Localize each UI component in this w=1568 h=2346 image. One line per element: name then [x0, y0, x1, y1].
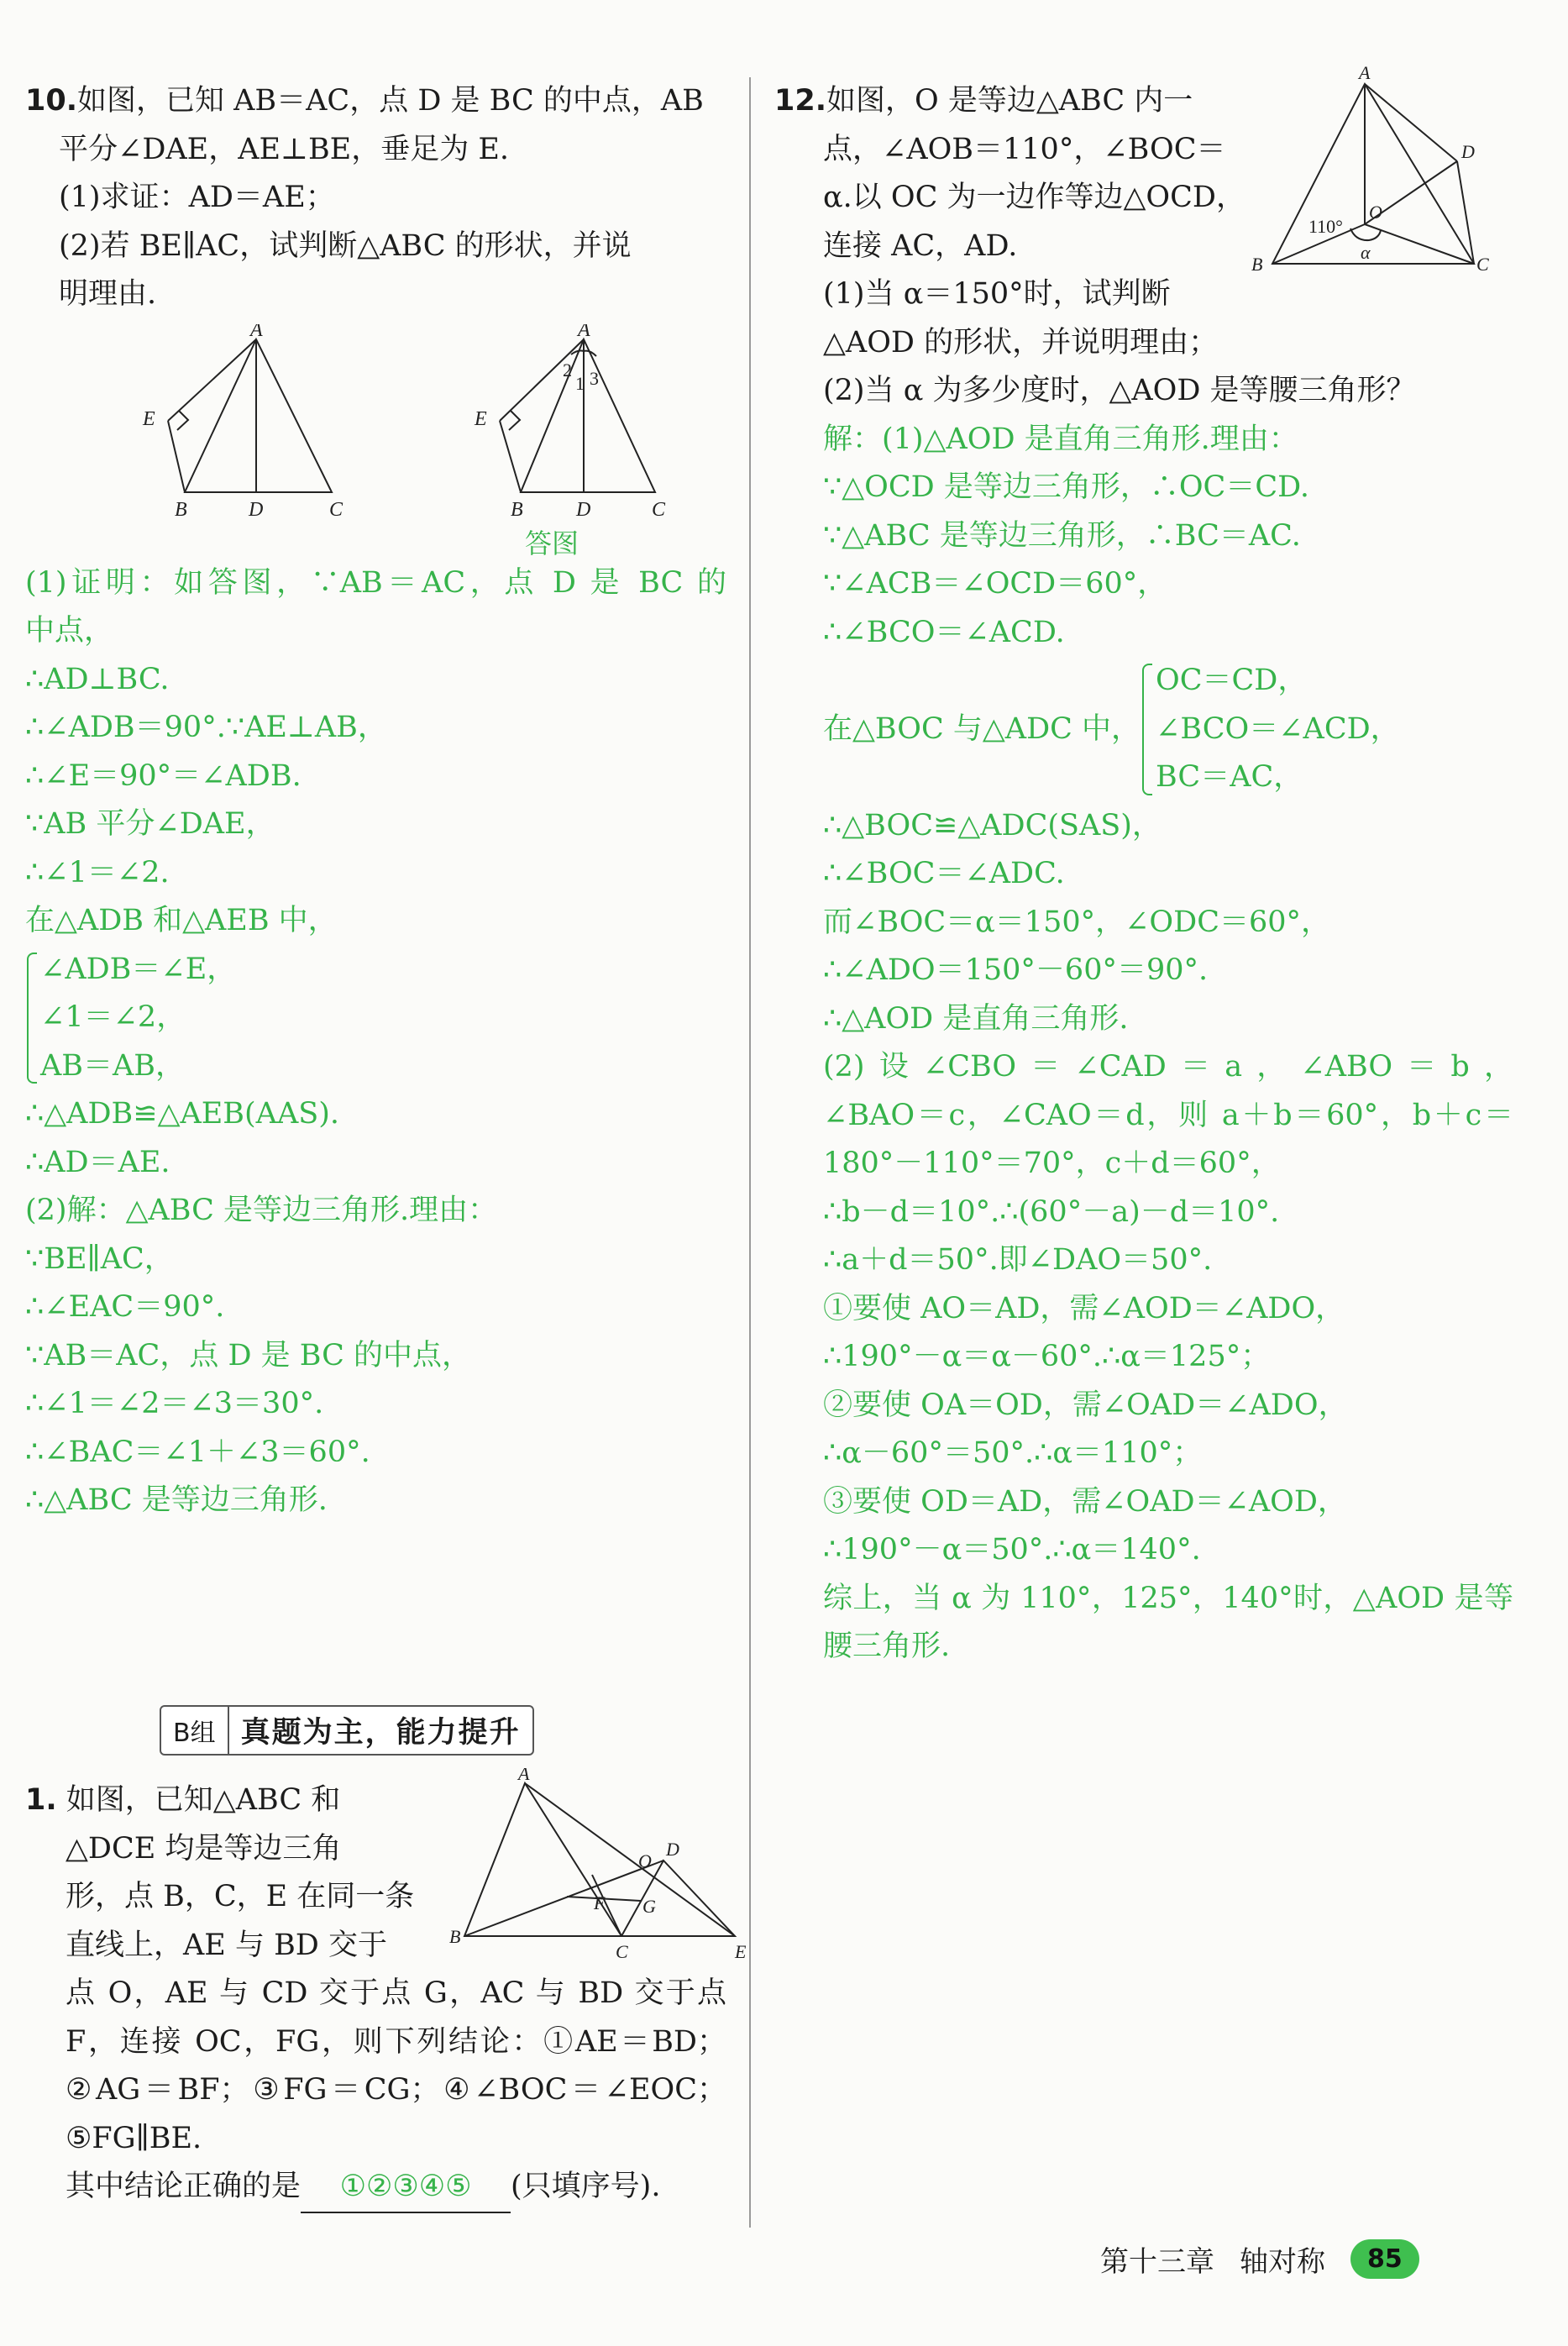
answer-line: ∴AD＝AE. [25, 1145, 170, 1179]
answer-line: ∴△AOD 是直角三角形. [823, 1001, 1129, 1036]
angle-3: 3 [590, 367, 599, 389]
angle-2: 2 [563, 359, 572, 381]
q12-answer [774, 416, 1513, 1672]
question-10 [25, 77, 726, 1525]
answer-line: ∴b－d＝10°.∴(60°－a)－d＝10°. [823, 1194, 1280, 1229]
q12-line-5: △AOD 的形状，并说明理由； [823, 325, 1219, 360]
brace-line: OC＝CD， [1156, 664, 1308, 697]
answer-line: ∵△ABC 是等边三角形，∴BC＝AC. [823, 518, 1301, 553]
answer-line: ∴∠ADO＝150°－60°＝90°. [823, 953, 1209, 987]
q12-line-2: α.以 OC 为一边作等边△OCD， [823, 181, 1245, 214]
answer-line: ∴∠BAC＝∠1＋∠3＝60°. [25, 1435, 370, 1469]
label-A: A [518, 1768, 530, 1784]
answer-line: ∴△ABC 是等边三角形. [25, 1483, 328, 1517]
q12-number: 12. [774, 84, 827, 118]
brace-row [823, 657, 1513, 802]
b1-line-4: 点 O，AE 与 CD 交于点 G，AC 与 BD 交于点 [66, 1976, 726, 2010]
q10-figures [25, 324, 726, 559]
answer-line: ∴∠1＝∠2＝∠3＝30°. [25, 1387, 324, 1420]
q10-number: 10. [25, 84, 78, 118]
b1-answer-blank: ①②③④⑤ [301, 2163, 511, 2213]
b1-line-5: F，连接 OC，FG，则下列结论：①AE＝BD； [66, 2024, 726, 2059]
q10-figure-2 [437, 324, 722, 526]
answer-line: ∵△OCD 是等边三角形，∴OC＝CD. [823, 470, 1310, 504]
q10-line-4: 明理由. [59, 277, 157, 311]
label-D: D [1461, 141, 1475, 162]
q10-figure-1 [109, 324, 395, 526]
brace-line: ∠ADB＝∠E， [40, 952, 237, 986]
answer-line: ∵BE∥AC， [25, 1241, 174, 1276]
q12-line-4: (1)当 α＝150°时，试判断 [823, 277, 1171, 311]
label-D: D [576, 498, 591, 521]
section-tag: B组 [161, 1707, 229, 1754]
answer-line: 腰三角形. [823, 1630, 951, 1663]
brace-line: BC＝AC， [1156, 760, 1303, 794]
figure-caption: 答图 [525, 527, 579, 559]
label-O: O [1369, 202, 1382, 223]
answer-line: ∵AB 平分∠DAE， [25, 807, 275, 841]
answer-line: 解：(1)△AOD 是直角三角形.理由： [823, 422, 1298, 456]
answer-line: (2)设∠CBO＝∠CAD＝a，∠ABO＝b， [823, 1050, 1513, 1084]
answer-line: ∴∠ADB＝90°.∵AE⊥AB， [25, 711, 387, 744]
q10-line-0: 10.如图，已知 AB＝AC，点 D 是 BC 的中点，AB [25, 84, 704, 118]
b1-line-1: △DCE 均是等边三角 [66, 1831, 342, 1866]
label-C: C [329, 498, 343, 521]
answer-line: 综上，当 α 为 110°，125°，140°时，△AOD 是等 [823, 1581, 1513, 1615]
left-column [25, 77, 726, 1525]
answer-line: ∴△ADB≌△AEB(AAS). [25, 1097, 339, 1131]
q12-header [774, 62, 1513, 367]
section-title: 真题为主，能力提升 [240, 1715, 521, 1750]
answer-line: 而∠BOC＝α＝150°，∠ODC＝60°， [823, 905, 1331, 939]
answer-line: ∴∠1＝∠2. [25, 855, 170, 890]
answer-line: ∴190°－α＝α－60°.∴α＝125°； [823, 1340, 1271, 1373]
label-D: D [249, 498, 264, 521]
answer-line: ∴a＋d＝50°.即∠DAO＝50°. [823, 1243, 1213, 1277]
q10-line-2: (1)求证：AD＝AE； [59, 181, 335, 214]
q12-figure [1251, 60, 1503, 279]
answer-line: ∴190°－α＝50°.∴α＝140°. [823, 1533, 1201, 1567]
chapter-title: 轴对称 [1240, 2245, 1325, 2279]
answer-line: ∴∠BOC＝∠ADC. [823, 857, 1065, 890]
angle-110: 110° [1308, 216, 1343, 237]
chapter-label: 第十三章 [1100, 2245, 1214, 2279]
answer-line: ∵∠ACB＝∠OCD＝60°， [823, 567, 1167, 601]
answer-line: ∴∠E＝90°＝∠ADB. [25, 758, 302, 793]
b1-figure [449, 1768, 768, 1970]
label-D: D [666, 1839, 679, 1860]
q12-line-6: (2)当 α 为多少度时，△AOD 是等腰三角形？ [823, 374, 1416, 407]
label-E: E [143, 407, 155, 430]
b1-number: 1. [25, 1783, 57, 1817]
label-C: C [652, 498, 666, 521]
answer-line: 在△ADB 和△AEB 中， [25, 904, 338, 937]
label-E: E [475, 407, 487, 430]
angle-1: 1 [575, 372, 585, 394]
answer-line: 中点， [25, 614, 114, 648]
q10-answer [25, 559, 726, 1525]
brace-prefix: 在△BOC 与△ADC 中， [823, 711, 1141, 746]
label-E: E [735, 1941, 747, 1962]
answer-line: ∴∠BCO＝∠ACD. [823, 615, 1065, 649]
label-A: A [578, 323, 590, 341]
answer-line: ③要使 OD＝AD，需∠OAD＝∠AOD， [823, 1484, 1347, 1519]
label-F: F [594, 1892, 606, 1913]
b1-line-7: ⑤FG∥BE. [66, 2121, 202, 2155]
answer-line: (1)证明：如答图，∵AB＝AC，点 D 是 BC 的 [25, 565, 726, 600]
label-B: B [511, 498, 523, 521]
label-B: B [175, 498, 187, 521]
q10-line-3: (2)若 BE∥AC，试判断△ABC 的形状，并说 [59, 228, 632, 263]
label-C: C [1476, 254, 1489, 275]
label-B: B [1251, 254, 1263, 275]
page-footer [1100, 2238, 1419, 2280]
section-header [160, 1705, 579, 1756]
label-alpha: α [1361, 242, 1371, 263]
brace-system [25, 946, 726, 1091]
answer-line: ①要使 AO＝AD，需∠AOD＝∠ADO， [823, 1291, 1345, 1325]
brace-line: ∠1＝∠2， [40, 1000, 186, 1034]
right-column [774, 62, 1513, 1672]
q12-line-1: 点，∠AOB＝110°，∠BOC＝ [823, 132, 1226, 166]
answer-line: ∵AB＝AC，点 D 是 BC 的中点， [25, 1338, 472, 1372]
question-b1 [25, 1768, 747, 2213]
answer-line: ∠BAO＝c，∠CAO＝d，则 a＋b＝60°，b＋c＝ [823, 1098, 1513, 1132]
label-A: A [1359, 62, 1371, 83]
answer-line: ∴∠EAC＝90°. [25, 1290, 225, 1324]
label-B: B [449, 1926, 461, 1947]
label-C: C [616, 1941, 628, 1962]
answer-line: ②要使 OA＝OD，需∠OAD＝∠ADO， [823, 1388, 1348, 1422]
answer-line: (2)解：△ABC 是等边三角形.理由： [25, 1194, 498, 1227]
b1-line-0: 1. 如图，已知△ABC 和 [25, 1783, 341, 1817]
q12-line-3: 连接 AC，AD. [823, 228, 1018, 263]
section-box [160, 1705, 534, 1756]
brace-system [1141, 657, 1400, 802]
q12-line-0: 12.如图，O 是等边△ABC 内一 [774, 84, 1193, 118]
q10-line-1: 平分∠DAE，AE⊥BE，垂足为 E. [59, 132, 510, 166]
answer-line: ∴α－60°＝50°.∴α＝110°； [823, 1436, 1203, 1470]
answer-line: ∴AD⊥BC. [25, 662, 170, 696]
brace-line: AB＝AB， [40, 1048, 185, 1083]
label-A: A [250, 323, 263, 341]
b1-final-line: 其中结论正确的是 ①②③④⑤ (只填序号). [25, 2163, 726, 2213]
answer-line: ∴△BOC≌△ADC(SAS)， [823, 808, 1162, 842]
label-G: G [642, 1896, 656, 1917]
b1-line-6: ②AG＝BF；③FG＝CG；④∠BOC＝∠EOC； [66, 2073, 726, 2107]
b1-line-3: 直线上，AE 与 BD 交于 [66, 1928, 387, 1962]
label-O: O [638, 1850, 652, 1871]
brace-line: ∠BCO＝∠ACD， [1156, 711, 1400, 746]
page-number: 85 [1350, 2239, 1419, 2279]
b1-line-2: 形，点 B，C，E 在同一条 [66, 1880, 415, 1913]
answer-line: 180°－110°＝70°，c＋d＝60°， [823, 1147, 1281, 1180]
